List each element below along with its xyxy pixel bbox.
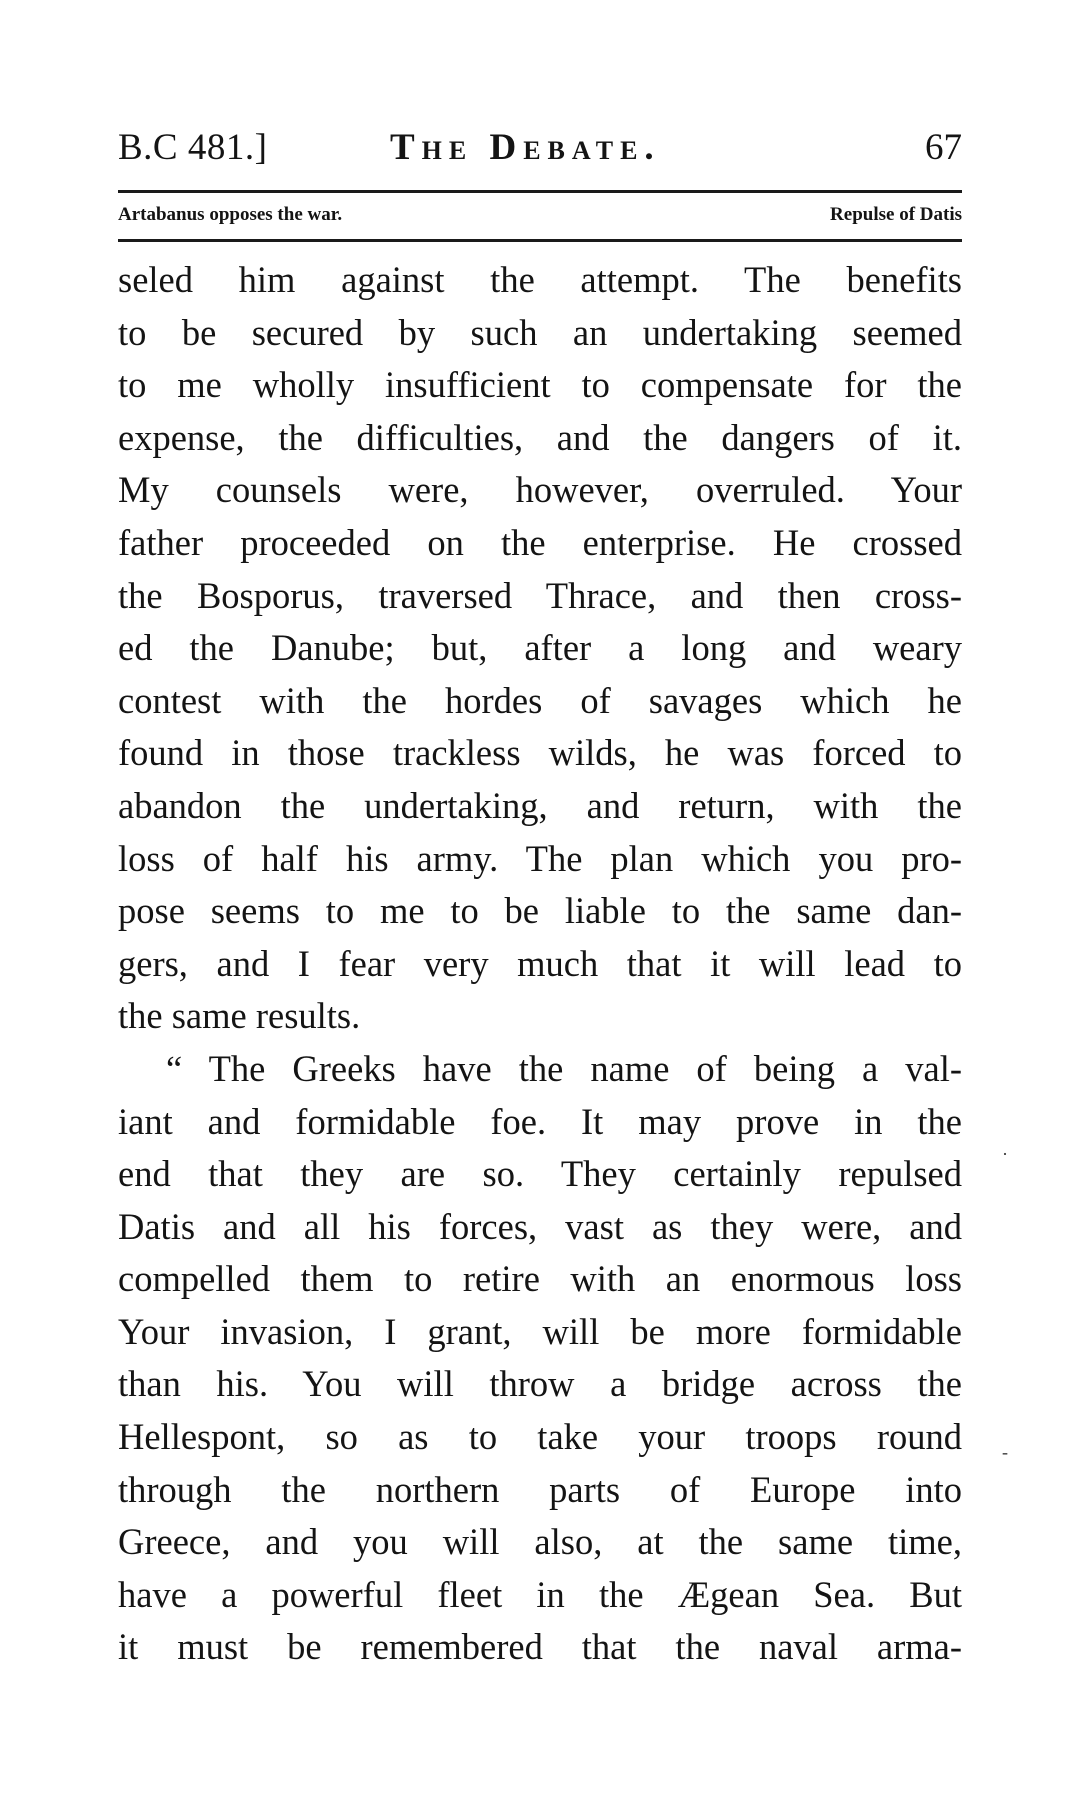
- text-line: “ The Greeks have the name of being a val-: [166, 1047, 962, 1089]
- text-line: expense, the difficulties, and the dangers of it.: [118, 416, 962, 458]
- text-line: abandon the undertaking, and return, with the: [118, 784, 962, 826]
- text-line: have a powerful fleet in the Ægean Sea. But: [118, 1573, 962, 1615]
- running-head-date: B.C 481.]: [118, 127, 268, 168]
- sidenote-right: Repulse of Datis: [830, 204, 962, 225]
- text-line: Greece, and you will also, at the same time,: [118, 1521, 962, 1563]
- text-line: Hellespont, so as to take your troops round: [118, 1416, 962, 1458]
- text-line: father proceeded on the enterprise. He crossed: [118, 521, 962, 563]
- text-line: through the northern parts of Europe into: [118, 1468, 962, 1510]
- margin-speck: -: [1002, 1442, 1008, 1462]
- text-line: iant and formidable foe. It may prove in the: [118, 1100, 962, 1142]
- body-text: [118, 254, 962, 1674]
- paragraph-2: [118, 1043, 962, 1674]
- text-line: found in those trackless wilds, he was forced to: [118, 732, 962, 774]
- text-line: than his. You will throw a bridge across the: [118, 1363, 962, 1405]
- paragraph-1: [118, 254, 962, 1043]
- text-line: contest with the hordes of savages which he: [118, 679, 962, 721]
- page-number: 67: [925, 127, 962, 168]
- running-head-title: The Debate.: [390, 127, 661, 168]
- text-line: My counsels were, however, overruled. Your: [118, 469, 962, 511]
- header-rule-top: [118, 190, 962, 193]
- text-line: gers, and I fear very much that it will lead to: [118, 942, 962, 984]
- text-line: the same results.: [118, 995, 361, 1037]
- running-head: [118, 126, 962, 182]
- text-line: to me wholly insufficient to compensate for the: [118, 364, 962, 406]
- text-line: loss of half his army. The plan which you pro-: [118, 837, 962, 879]
- text-line: Datis and all his forces, vast as they were, and: [118, 1205, 962, 1247]
- sidenote-left: Artabanus opposes the war.: [118, 204, 343, 225]
- text-line: ed the Danube; but, after a long and weary: [118, 627, 962, 669]
- header-rule-bottom: [118, 239, 962, 242]
- text-line: compelled them to retire with an enormous loss: [118, 1258, 962, 1300]
- text-line: pose seems to me to be liable to the same dan-: [118, 890, 962, 932]
- marginal-notes: [118, 204, 962, 232]
- text-line: seled him against the attempt. The benefits: [118, 259, 962, 300]
- text-line: the Bosporus, traversed Thrace, and then cross-: [118, 574, 962, 616]
- text-line: it must be remembered that the naval arma-: [118, 1626, 962, 1668]
- text-line: Your invasion, I grant, will be more formidable: [118, 1310, 962, 1352]
- text-line: to be secured by such an undertaking seemed: [118, 311, 962, 353]
- margin-speck: ·: [1002, 1144, 1008, 1164]
- text-line: end that they are so. They certainly repulsed: [118, 1153, 962, 1195]
